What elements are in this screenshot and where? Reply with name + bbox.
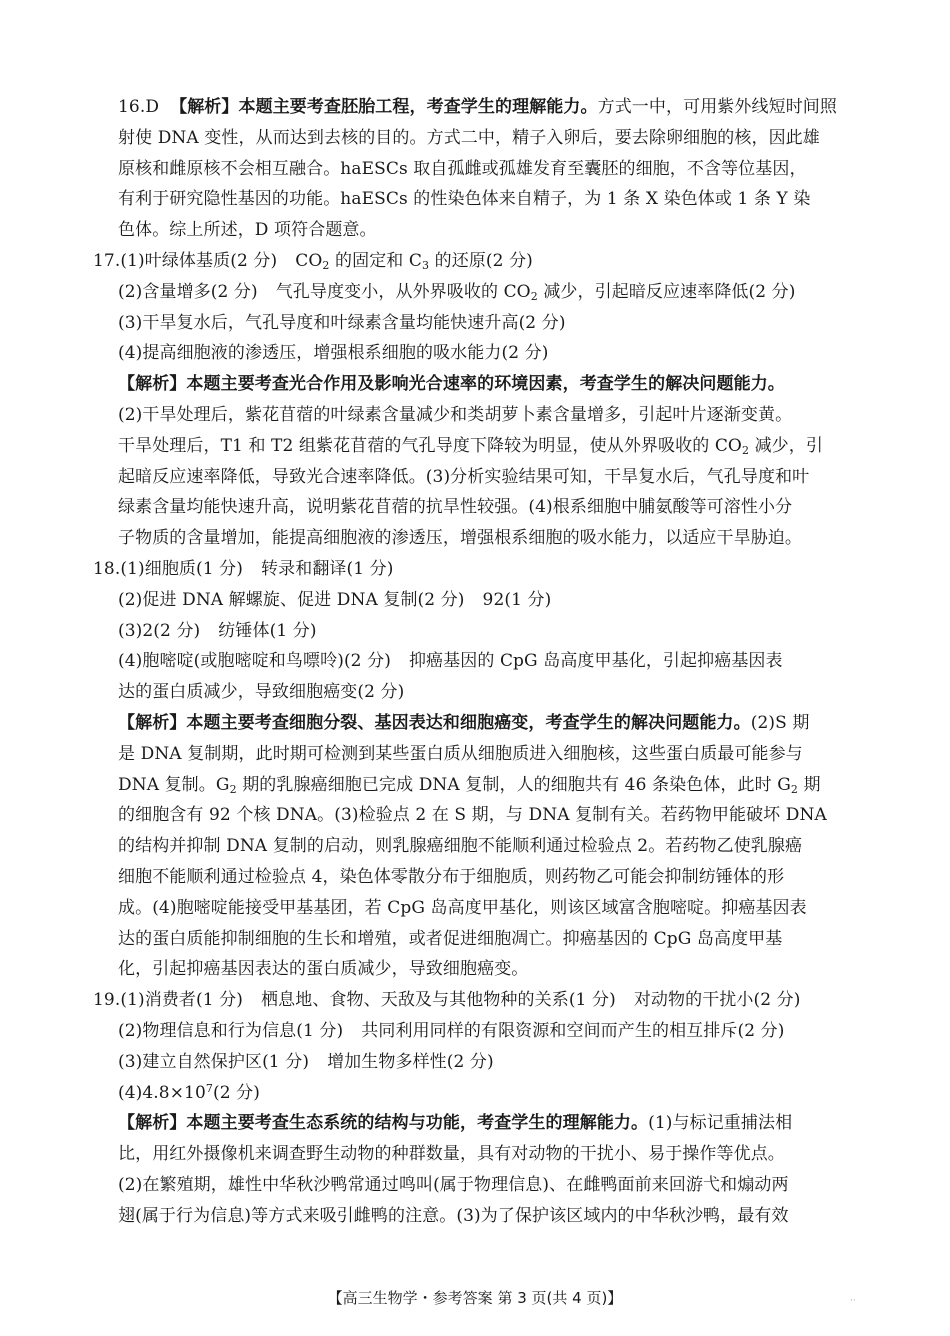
q17-analysis-head (118, 369, 863, 400)
answer-choice: D (145, 97, 160, 117)
q19-answer-2 (118, 1016, 863, 1047)
q19-analysis-head (118, 1108, 863, 1139)
question-number: 16. (118, 97, 146, 117)
q17-analysis-2 (118, 431, 863, 462)
text-run: (1)消费者(1 分) (120, 990, 244, 1011)
q18-answer-3 (118, 616, 863, 647)
text-run: 抑癌基因的 CpG 岛高度甲基化，引起抑癌基因表 (408, 651, 783, 672)
text-run: (2)物理信息和行为信息(1 分) (118, 1020, 344, 1041)
q18-answer-2 (118, 585, 863, 616)
q16-line-1 (118, 92, 863, 123)
subscript: 2 (229, 782, 237, 796)
q19-answer-3 (118, 1047, 863, 1078)
q16-line-3: 原核和雌原核不会相互融合。haESCs 取自孤雌或孤雄发育至囊胚的细胞，不含等位基因， (118, 158, 807, 179)
q18-answer-4 (118, 646, 863, 677)
q19-analysis-2: 比，用红外摄像机来调查野生动物的种群数量，具有对动物的干扰小、易于操作等优点。 (118, 1144, 785, 1165)
text-run: (2)含量增多(2 分) (118, 281, 258, 302)
text-run: (1)细胞质(1 分) (120, 558, 244, 579)
text-run: 增加生物多样性(2 分) (327, 1051, 494, 1072)
text-run: 转录和翻译(1 分) (261, 558, 394, 579)
text-run: CO (295, 250, 323, 271)
analysis-tag: 【解析】 (118, 712, 187, 733)
superscript: 7 (205, 1081, 214, 1095)
q19-answer-4 (118, 1078, 863, 1109)
text-run: 减少，引 (749, 435, 823, 456)
text-run: (3)2(2 分) (118, 620, 201, 641)
text-run: (2)S 期 (750, 712, 810, 733)
analysis-summary: 本题主要考查细胞分裂、基因表达和细胞癌变，考查学生的解决问题能力。 (186, 712, 751, 733)
analysis-summary: 本题主要考查生态系统的结构与功能，考查学生的理解能力。 (186, 1113, 649, 1134)
q17-analysis-3: 起暗反应速率降低，导致光合速率降低。(3)分析实验结果可知，干旱复水后，气孔导度和叶 (118, 466, 810, 487)
text-run: (4)胞嘧啶(或胞嘧啶和鸟嘌呤)(2 分) (118, 651, 391, 672)
text-run: 的固定和 C (329, 250, 422, 271)
q19-analysis-3: (2)在繁殖期，雄性中华秋沙鸭常通过鸣叫(属于物理信息)、在雌鸭面前来回游弋和煽动两 (118, 1174, 789, 1195)
analysis-tag: 【解析】 (118, 374, 187, 395)
page-footer: 【高三生物学・参考答案 第 3 页(共 4 页)】 (327, 1289, 623, 1307)
q18-answer-4-cont: 达的蛋白质减少，导致细胞癌变(2 分) (118, 682, 405, 703)
q17-answer-1 (93, 246, 863, 277)
text-run: 纺锤体(1 分) (218, 620, 317, 641)
text-run: 减少，引起暗反应速率降低(2 分) (537, 281, 796, 302)
text-run: (2 分) (213, 1082, 260, 1103)
analysis-tag: 【解析】 (118, 1113, 187, 1134)
q19-answer-1 (93, 985, 863, 1016)
q18-analysis-4: 的细胞含有 92 个核 DNA。(3)检验点 2 在 S 期，与 DNA 复制有关。若药物甲能破坏 DNA (118, 805, 827, 826)
answer-page (93, 92, 863, 1231)
q18-analysis-3 (118, 770, 863, 801)
text-run: 共同利用同样的有限资源和空间而产生的相互排斥(2 分) (361, 1020, 785, 1041)
text-run: (4)4.8×10 (118, 1082, 206, 1103)
text-run: (2)促进 DNA 解螺旋、促进 DNA 复制(2 分) (118, 589, 465, 610)
text-run: (1)叶绿体基质(2 分) (120, 250, 278, 271)
q18-analysis-5: 的结构并抑制 DNA 复制的启动，则乳腺癌细胞不能顺利通过检验点 2。若药物乙使乳腺癌 (118, 836, 803, 857)
question-number: 19. (93, 990, 121, 1011)
text-run: 92(1 分) (482, 589, 552, 610)
text-run: 的还原(2 分) (429, 250, 533, 271)
q18-answer-1 (93, 554, 863, 585)
analysis-summary: 本题主要考查胚胎工程，考查学生的理解能力。 (238, 97, 598, 117)
subscript: 2 (530, 289, 538, 303)
analysis-summary: 本题主要考查光合作用及影响光合速率的环境因素，考查学生的解决问题能力。 (186, 374, 785, 395)
subscript: 2 (322, 258, 330, 272)
analysis-tag: 【解析】 (170, 97, 239, 117)
q17-analysis-5: 子物质的含量增加，能提高细胞液的渗透压，增强根系细胞的吸水能力，以适应干旱胁迫。 (118, 528, 802, 549)
q17-analysis-4: 绿素含量均能快速升高，说明紫花苜蓿的抗旱性较强。(4)根系细胞中脯氨酸等可溶性小分 (118, 497, 793, 518)
question-number: 17. (93, 250, 121, 271)
q18-analysis-7: 成。(4)胞嘧啶能接受甲基基团，若 CpG 岛高度甲基化，则该区域富含胞嘧啶。抑癌基因表 (118, 897, 807, 918)
text-run: DNA 复制。G (118, 774, 230, 795)
q18-analysis-9: 化，引起抑癌基因表达的蛋白质减少，导致细胞癌变。 (118, 959, 529, 980)
q19-analysis-4: 翅(属于行为信息)等方式来吸引雌鸭的注意。(3)为了保护该区域内的中华秋沙鸭，最有效 (118, 1205, 789, 1226)
text-run: 干旱处理后，T1 和 T2 组紫花苜蓿的气孔导度下降较为明显，使从外界吸收的 CO (118, 435, 742, 456)
q16-line-2: 射使 DNA 变性，从而达到去核的目的。方式二中，精子入卵后，要去除卵细胞的核，因此雄 (118, 127, 820, 148)
text-run: 对动物的干扰小(2 分) (633, 990, 801, 1011)
text-run: (1)与标记重捕法相 (648, 1113, 793, 1134)
question-number: 18. (93, 558, 121, 579)
q18-analysis-head (118, 708, 863, 739)
q17-answer-2 (118, 277, 863, 308)
q17-answer-3: (3)干旱复水后，气孔导度和叶绿素含量均能快速升高(2 分) (118, 312, 566, 333)
text-run: 气孔导度变小，从外界吸收的 CO (275, 281, 531, 302)
q18-analysis-6: 细胞不能顺利通过检验点 4，染色体零散分布于细胞质，则药物乙可能会抑制纺锤体的形 (118, 866, 785, 887)
q17-analysis-1: (2)干旱处理后，紫花苜蓿的叶绿素含量减少和类胡萝卜素含量增多，引起叶片逐渐变黄。 (118, 404, 793, 425)
text-run: 期 (798, 774, 821, 795)
q18-analysis-2: 是 DNA 复制期，此时期可检测到某些蛋白质从细胞质进入细胞核，这些蛋白质最可能参与 (118, 743, 803, 764)
subscript: 2 (741, 443, 750, 457)
subscript: 2 (790, 782, 799, 796)
subscript: 3 (422, 258, 430, 272)
text-run: 方式一中，可用紫外线短时间照 (597, 97, 838, 117)
q16-line-4: 有利于研究隐性基因的功能。haESCs 的性染色体来自精子，为 1 条 X 染色体或 1 条 Y 染 (118, 189, 811, 210)
q18-analysis-8: 达的蛋白质能抑制细胞的生长和增殖，或者促进细胞凋亡。抑癌基因的 CpG 岛高度甲基 (118, 928, 783, 949)
q16-line-5: 色体。综上所述，D 项符合题意。 (118, 220, 377, 241)
text-run: (3)建立自然保护区(1 分) (118, 1051, 310, 1072)
corner-mark: ·· (850, 1296, 856, 1306)
text-run: 栖息地、食物、天敌及与其他物种的关系(1 分) (261, 990, 616, 1011)
text-run: 期的乳腺癌细胞已完成 DNA 复制，人的细胞共有 46 条染色体，此时 G (236, 774, 791, 795)
q17-answer-4: (4)提高细胞液的渗透压，增强根系细胞的吸水能力(2 分) (118, 343, 549, 364)
